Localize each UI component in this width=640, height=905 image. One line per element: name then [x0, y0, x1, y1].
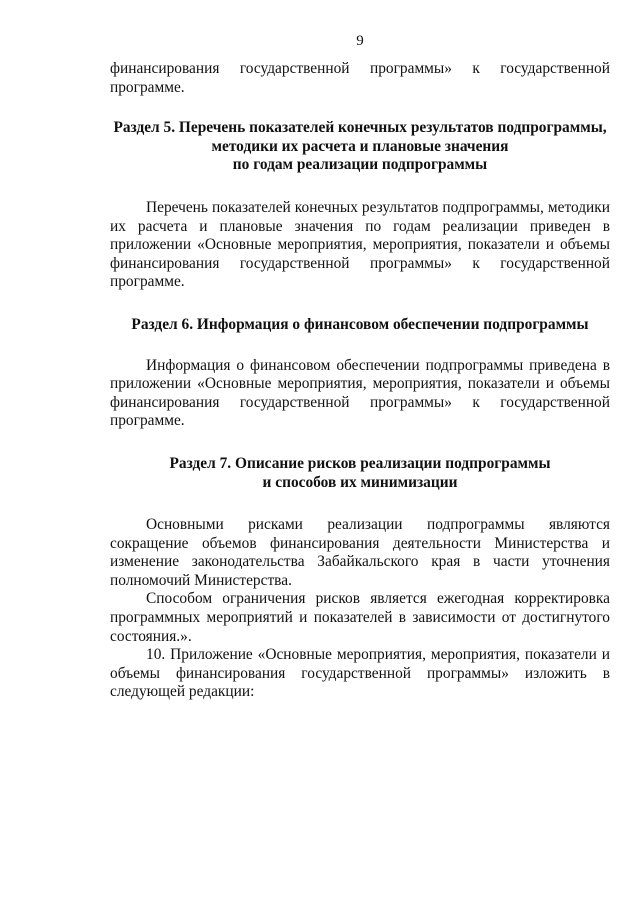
section7-paragraph-1: Основными рисками реализации подпрограммы являются сокращение объемов финансирования деятельности Министерства и изменение законодательства Забайкальского края в части уточнения полномочий Министерства. [110, 516, 610, 589]
section7-paragraph-2: Способом ограничения рисков является ежегодная корректировка программных мероприятий и показателей в зависимости от достигнутого состояния.». [110, 590, 610, 645]
section6-heading: Раздел 6. Информация о финансовом обеспечении подпрограммы [131, 315, 589, 333]
section5-heading-line-2: методики их расчета и плановые значения [211, 137, 509, 155]
section6-paragraph: Информация о финансовом обеспечении подпрограммы приведена в приложении «Основные мероприятия, мероприятия, показатели и объемы финансирования государственной программы» к государственной программе. [110, 356, 610, 430]
section7-heading-line-1: Раздел 7. Описание рисков реализации подпрограммы [169, 454, 551, 472]
document-page [110, 32, 610, 702]
continuation-paragraph: финансирования государственной программы» к государственной программе. [110, 60, 610, 96]
section7-paragraph-3: 10. Приложение «Основные мероприятия, мероприятия, показатели и объемы финансирования государственной программы» изложить в следующей редакции: [110, 646, 610, 701]
section7-heading [110, 455, 610, 492]
section5-heading-line-1: Раздел 5. Перечень показателей конечных результатов подпрограммы, [113, 119, 607, 137]
section5-heading-line-3: по годам реализации подпрограммы [232, 156, 488, 174]
section7-heading-line-2: и способов их минимизации [262, 473, 458, 491]
section5-heading [110, 119, 610, 175]
section5-paragraph: Перечень показателей конечных результатов подпрограммы, методики их расчета и плановые значения по годам реализации приведен в приложении «Основные мероприятия, мероприятия, показатели и объемы финансирования государственной программы» к государственной программе. [110, 198, 610, 291]
page-number: 9 [356, 33, 364, 49]
